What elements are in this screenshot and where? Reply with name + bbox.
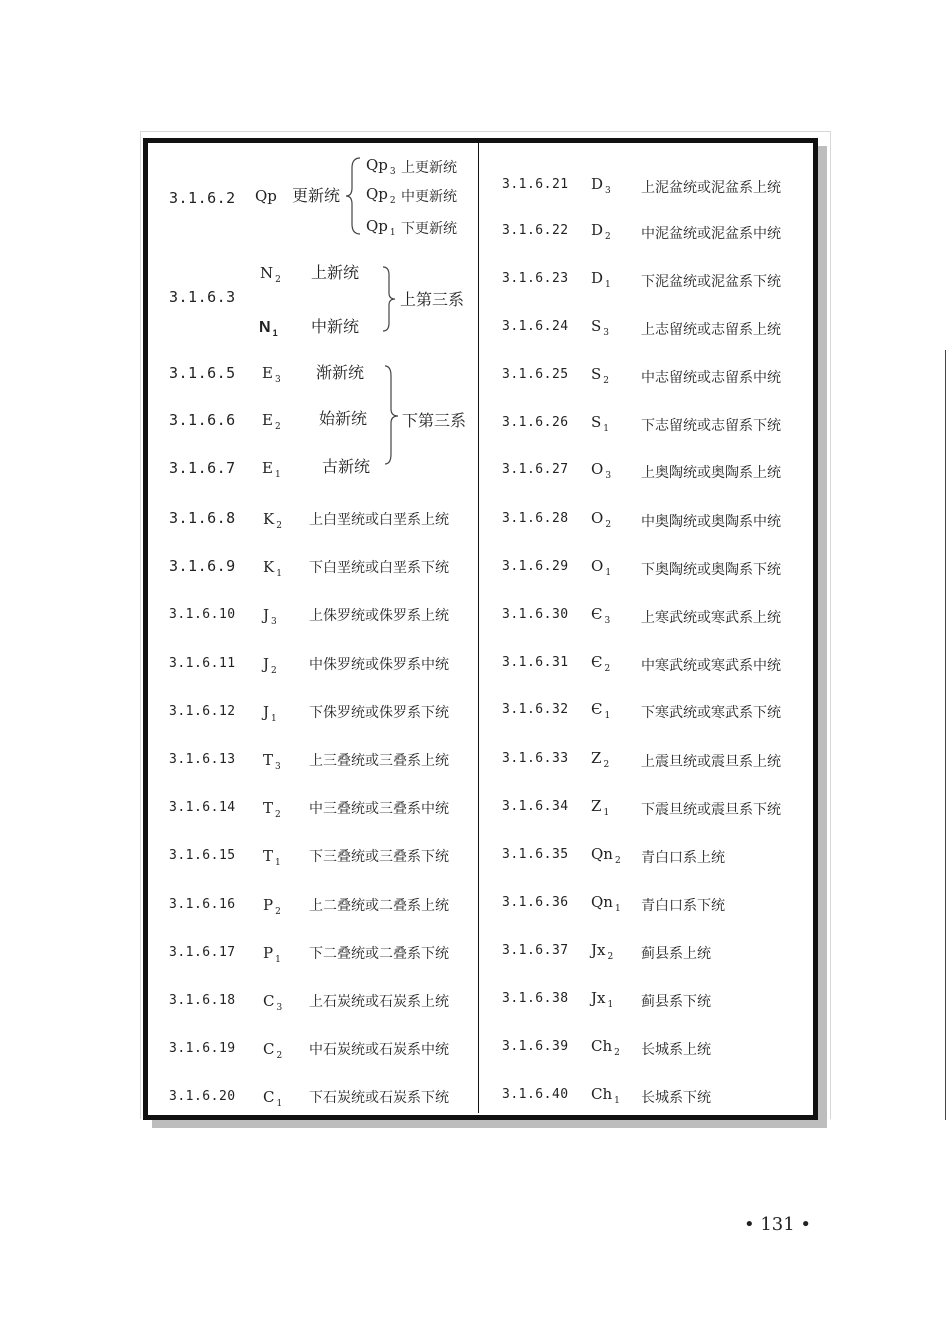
- unit-name: 中石炭统或石炭系中统: [309, 1042, 449, 1059]
- symbol-cell: J $_1$: [263, 702, 277, 724]
- code-cell: 3.1.6.13: [169, 752, 236, 767]
- symbol-cell: K $_2$: [263, 510, 282, 531]
- code-cell: 3.1.6.30: [502, 607, 569, 622]
- symbol-cell: N $_1$: [259, 319, 278, 338]
- code-cell: 3.1.6.27: [502, 462, 569, 477]
- code-cell: 3.1.6.18: [169, 993, 236, 1008]
- symbol-cell: Qn $_1$: [591, 893, 621, 914]
- unit-name: 下泥盆统或泥盆系下统: [641, 274, 781, 290]
- symbol-cell: T $_3$: [263, 751, 281, 772]
- symbol-cell: Qp: [255, 187, 277, 205]
- unit-name: 中新统: [311, 317, 360, 336]
- code-cell: 3.1.6.11: [169, 655, 236, 671]
- symbol-cell: Ch $_2$: [591, 1037, 620, 1058]
- symbol-cell: J $_3$: [263, 606, 277, 628]
- symbol-cell: D $_2$: [591, 221, 611, 242]
- symbol-cell: Ch $_1$: [591, 1085, 620, 1106]
- symbol-cell: J $_2$: [263, 654, 277, 676]
- code-cell: 3.1.6.23: [502, 271, 569, 286]
- code-cell: 3.1.6.37: [502, 943, 569, 958]
- unit-name: 上白垩统或白垩系上统: [309, 512, 449, 528]
- code-cell: 3.1.6.33: [502, 751, 569, 766]
- unit-name: 中泥盆统或泥盆系中统: [641, 226, 781, 242]
- code-cell: 3.1.6.9: [169, 557, 236, 576]
- right-margin-rule: [945, 350, 946, 1120]
- symbol-cell: P $_1$: [263, 943, 281, 965]
- code-cell: 3.1.6.7: [169, 459, 236, 477]
- curly-brace-icon: [381, 265, 397, 333]
- symbol-cell: Qp $_1$: [366, 217, 396, 238]
- unit-name: 下侏罗统或侏罗系下统: [309, 704, 449, 721]
- code-cell: 3.1.6.20: [169, 1089, 236, 1105]
- code-cell: 3.1.6.8: [169, 509, 236, 527]
- unit-name: 中侏罗统或侏罗系中统: [309, 656, 449, 673]
- unit-name: 青白口系上统: [641, 850, 725, 866]
- page-edge-right: [830, 131, 831, 1119]
- symbol-cell: T $_2$: [263, 799, 281, 821]
- unit-name: 中志留统或志留系中统: [641, 370, 781, 386]
- symbol-cell: C $_2$: [263, 1040, 283, 1062]
- code-cell: 3.1.6.6: [169, 411, 236, 429]
- unit-name: 渐新统: [316, 363, 365, 382]
- unit-name: 上泥盆统或泥盆系上统: [641, 180, 781, 196]
- curly-brace-icon: [383, 364, 401, 466]
- code-cell: 3.1.6.10: [169, 607, 236, 623]
- page-number: • 131 •: [744, 1214, 812, 1235]
- unit-name: 上三叠统或三叠系上统: [309, 753, 449, 769]
- symbol-cell: S $_1$: [591, 413, 610, 434]
- symbol-cell: Jx $_1$: [591, 989, 614, 1010]
- unit-name: 长城系上统: [641, 1042, 711, 1058]
- code-cell: 3.1.6.29: [502, 559, 569, 574]
- unit-name: 始新统: [319, 409, 368, 428]
- page-edge-left: [140, 131, 141, 1119]
- code-cell: 3.1.6.26: [502, 415, 569, 430]
- unit-name: 下寒武统或寒武系下统: [641, 705, 781, 721]
- symbol-cell: T $_1$: [263, 847, 281, 869]
- symbol-cell: E $_2$: [262, 411, 281, 432]
- symbol-cell: O $_3$: [591, 460, 612, 481]
- unit-name: 下震旦统或震旦系下统: [641, 802, 781, 818]
- symbol-cell: S $_3$: [591, 317, 610, 338]
- symbol-cell: Jx $_2$: [591, 941, 614, 962]
- code-cell: 3.1.6.38: [502, 991, 569, 1006]
- symbol-cell: C $_3$: [263, 992, 283, 1013]
- group-name: 下第三系: [402, 411, 467, 430]
- code-cell: 3.1.6.24: [502, 319, 569, 334]
- code-cell: 3.1.6.21: [502, 177, 569, 192]
- code-cell: 3.1.6.2: [169, 189, 236, 207]
- unit-name: 蓟县系上统: [641, 946, 711, 962]
- symbol-cell: P $_2$: [263, 895, 281, 917]
- code-cell: 3.1.6.5: [169, 364, 236, 382]
- code-cell: 3.1.6.16: [169, 896, 236, 912]
- code-cell: 3.1.6.19: [169, 1041, 236, 1057]
- unit-name: 下二叠统或二叠系下统: [309, 945, 449, 962]
- code-cell: 3.1.6.31: [502, 655, 569, 670]
- unit-name: 下三叠统或三叠系下统: [309, 849, 449, 866]
- unit-name: 下更新统: [401, 221, 457, 237]
- code-cell: 3.1.6.36: [502, 895, 569, 910]
- symbol-cell: Є $_1$: [591, 700, 611, 721]
- unit-name: 下奥陶统或奥陶系下统: [641, 562, 781, 578]
- code-cell: 3.1.6.15: [169, 848, 236, 864]
- code-cell: 3.1.6.32: [502, 702, 569, 717]
- unit-name: 下白垩统或白垩系下统: [309, 560, 449, 577]
- symbol-cell: Qp $_2$: [366, 185, 396, 206]
- unit-name: 中更新统: [401, 189, 457, 205]
- code-cell: 3.1.6.34: [502, 799, 569, 814]
- unit-name: 更新统: [292, 186, 341, 205]
- code-cell: 3.1.6.35: [502, 847, 569, 862]
- unit-name: 古新统: [322, 457, 371, 476]
- code-cell: 3.1.6.17: [169, 944, 236, 960]
- code-cell: 3.1.6.39: [502, 1039, 569, 1054]
- symbol-cell: E $_3$: [262, 364, 281, 385]
- unit-name: 上石炭统或石炭系上统: [309, 994, 449, 1010]
- symbol-cell: Є $_2$: [591, 653, 611, 674]
- symbol-cell: O $_2$: [591, 509, 612, 530]
- code-cell: 3.1.6.12: [169, 703, 236, 719]
- unit-name: 中寒武统或寒武系中统: [641, 658, 781, 674]
- symbol-cell: C $_1$: [263, 1088, 283, 1110]
- unit-name: 上寒武统或寒武系上统: [641, 610, 781, 626]
- symbol-cell: D $_1$: [591, 269, 611, 290]
- symbol-cell: E $_1$: [262, 459, 281, 480]
- symbol-cell: Z $_1$: [591, 797, 610, 818]
- unit-name: 上新统: [311, 263, 360, 282]
- symbol-cell: Z $_2$: [591, 749, 610, 770]
- unit-name: 中奥陶统或奥陶系中统: [641, 514, 781, 530]
- symbol-cell: Qn $_2$: [591, 845, 621, 866]
- unit-name: 上更新统: [401, 160, 457, 176]
- symbol-cell: K $_1$: [263, 558, 282, 580]
- symbol-cell: D $_3$: [591, 175, 611, 196]
- symbol-cell: Qp $_3$: [366, 156, 396, 177]
- symbol-cell: S $_2$: [591, 365, 610, 386]
- unit-name: 上二叠统或二叠系上统: [309, 897, 449, 914]
- unit-name: 中三叠统或三叠系中统: [309, 801, 449, 818]
- unit-name: 上震旦统或震旦系上统: [641, 754, 781, 770]
- code-cell: 3.1.6.14: [169, 800, 236, 816]
- code-cell: 3.1.6.22: [502, 223, 569, 238]
- unit-name: 下志留统或志留系下统: [641, 418, 781, 434]
- code-cell: 3.1.6.3: [169, 288, 236, 306]
- symbol-cell: Є $_3$: [591, 605, 611, 626]
- unit-name: 下石炭统或石炭系下统: [309, 1090, 449, 1107]
- unit-name: 青白口系下统: [641, 898, 725, 914]
- unit-name: 上奥陶统或奥陶系上统: [641, 465, 781, 481]
- symbol-cell: O $_1$: [591, 557, 612, 578]
- group-name: 上第三系: [400, 290, 465, 309]
- column-divider: [478, 143, 479, 1113]
- code-cell: 3.1.6.28: [502, 511, 569, 526]
- unit-name: 蓟县系下统: [641, 994, 711, 1010]
- code-cell: 3.1.6.25: [502, 367, 569, 382]
- unit-name: 上志留统或志留系上统: [641, 322, 781, 338]
- curly-brace-icon: [344, 156, 362, 236]
- code-cell: 3.1.6.40: [502, 1087, 569, 1102]
- page-edge-top: [140, 131, 830, 132]
- symbol-cell: N $_2$: [260, 264, 281, 285]
- unit-name: 上侏罗统或侏罗系上统: [309, 608, 449, 625]
- unit-name: 长城系下统: [641, 1090, 711, 1106]
